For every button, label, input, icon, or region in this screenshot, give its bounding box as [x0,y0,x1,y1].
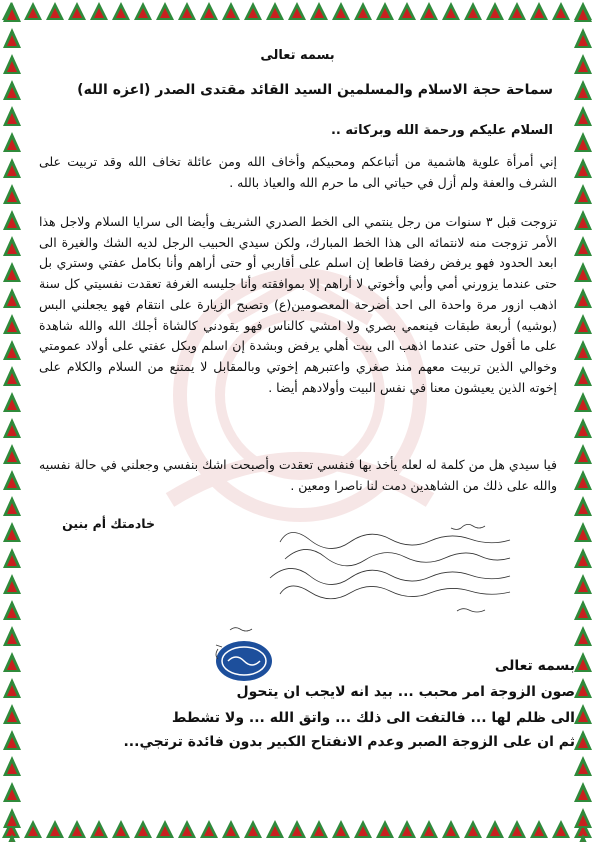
handwritten-reply-draft [215,520,515,620]
letter-heading: بسمه تعالى [260,48,335,63]
official-seal [212,625,276,685]
left-border-ornament [0,0,24,842]
letter-paragraph: تزوجت قبل ٣ سنوات من رجل ينتمي الى الخط الصدري الشريف وأيضا الى سرايا السلام ولاجل هذا الأمر تزوجت منه لانتمائه الى هذا الخط المبارك، ولكن سيدي الحبيب الرجل لديه الشك والغيرة الى ابعد الحدود فهو يرفض رفضا قاطعا إن اسلم على أقاربي أو حتى أراهم وأنا بكامل عفتي وستري بل حتى عندما يزورني أمي وأبي وأخوتي لا أراهم إلا بموافقته وأنا جليسه الغرفة تعقدت نفسيتي كل سنة اذهب ازور مرة واحدة الى احد أضرحة المعصومين(ع) وتصبح الزيارة على انتقام فهو يجعلني البس (بوشيه) أربعة طبقات فينعمي بصري ولا امشي كالناس فهو يقودني كالشاة أجلك الله والله شاهدة على ما أقول حتى عندما اذهب الى بيت أهلي يرفض وبشدة إن اسلم وبكل عفتي على أولاد عمومتي وخوالي الذين تربيت معهم منذ صغري واعتبرهم إخوتي وبالمقابل لا يمتنع من السلام والكلام على إخوته الذين يعيشون معنا في نفس البيت وأولادهم أيضا . [39,214,557,395]
top-border-ornament [0,0,595,24]
reply-line: ثم ان على الزوجة الصبر وعدم الانفتاح الكبير بدون فائدة ترتجي... [123,734,575,750]
reply-heading: بسمه تعالى [494,658,575,674]
letter-greeting: السلام عليكم ورحمة الله وبركاته .. [330,123,553,138]
reply-line: صون الزوجة امر محبب ... بيد انه لايجب ان يتحول [236,684,575,700]
bottom-border-ornament [0,818,595,842]
letter-signoff: خادمتك أم بنين [62,516,155,531]
letter-addressee: سماحة حجة الاسلام والمسلمين السيد القائد مقتدى الصدر (اعزه الله) [77,82,553,98]
letter-paragraph: فيا سيدي هل من كلمة له لعله يأخذ بها فنفسي تعقدت وأصبحت اشك بنفسي وجعلني في حالة نفسيه والله على ذلك من الشاهدين دمت لنا ناصرا ومعين . [39,457,557,493]
letter-paragraph: إني أمرأة علوية هاشمية من أتباعكم ومحبيكم وأخاف الله ومن عائلة تخاف الله وقد تربيت على الشرف والعفة ولم أزل في حياتي الى ما حرم الله والعياذ بالله . [39,154,557,190]
reply-line: الى ظلم لها ... فالتفت الى ذلك ... واتق الله ... ولا تشطط [171,710,575,726]
